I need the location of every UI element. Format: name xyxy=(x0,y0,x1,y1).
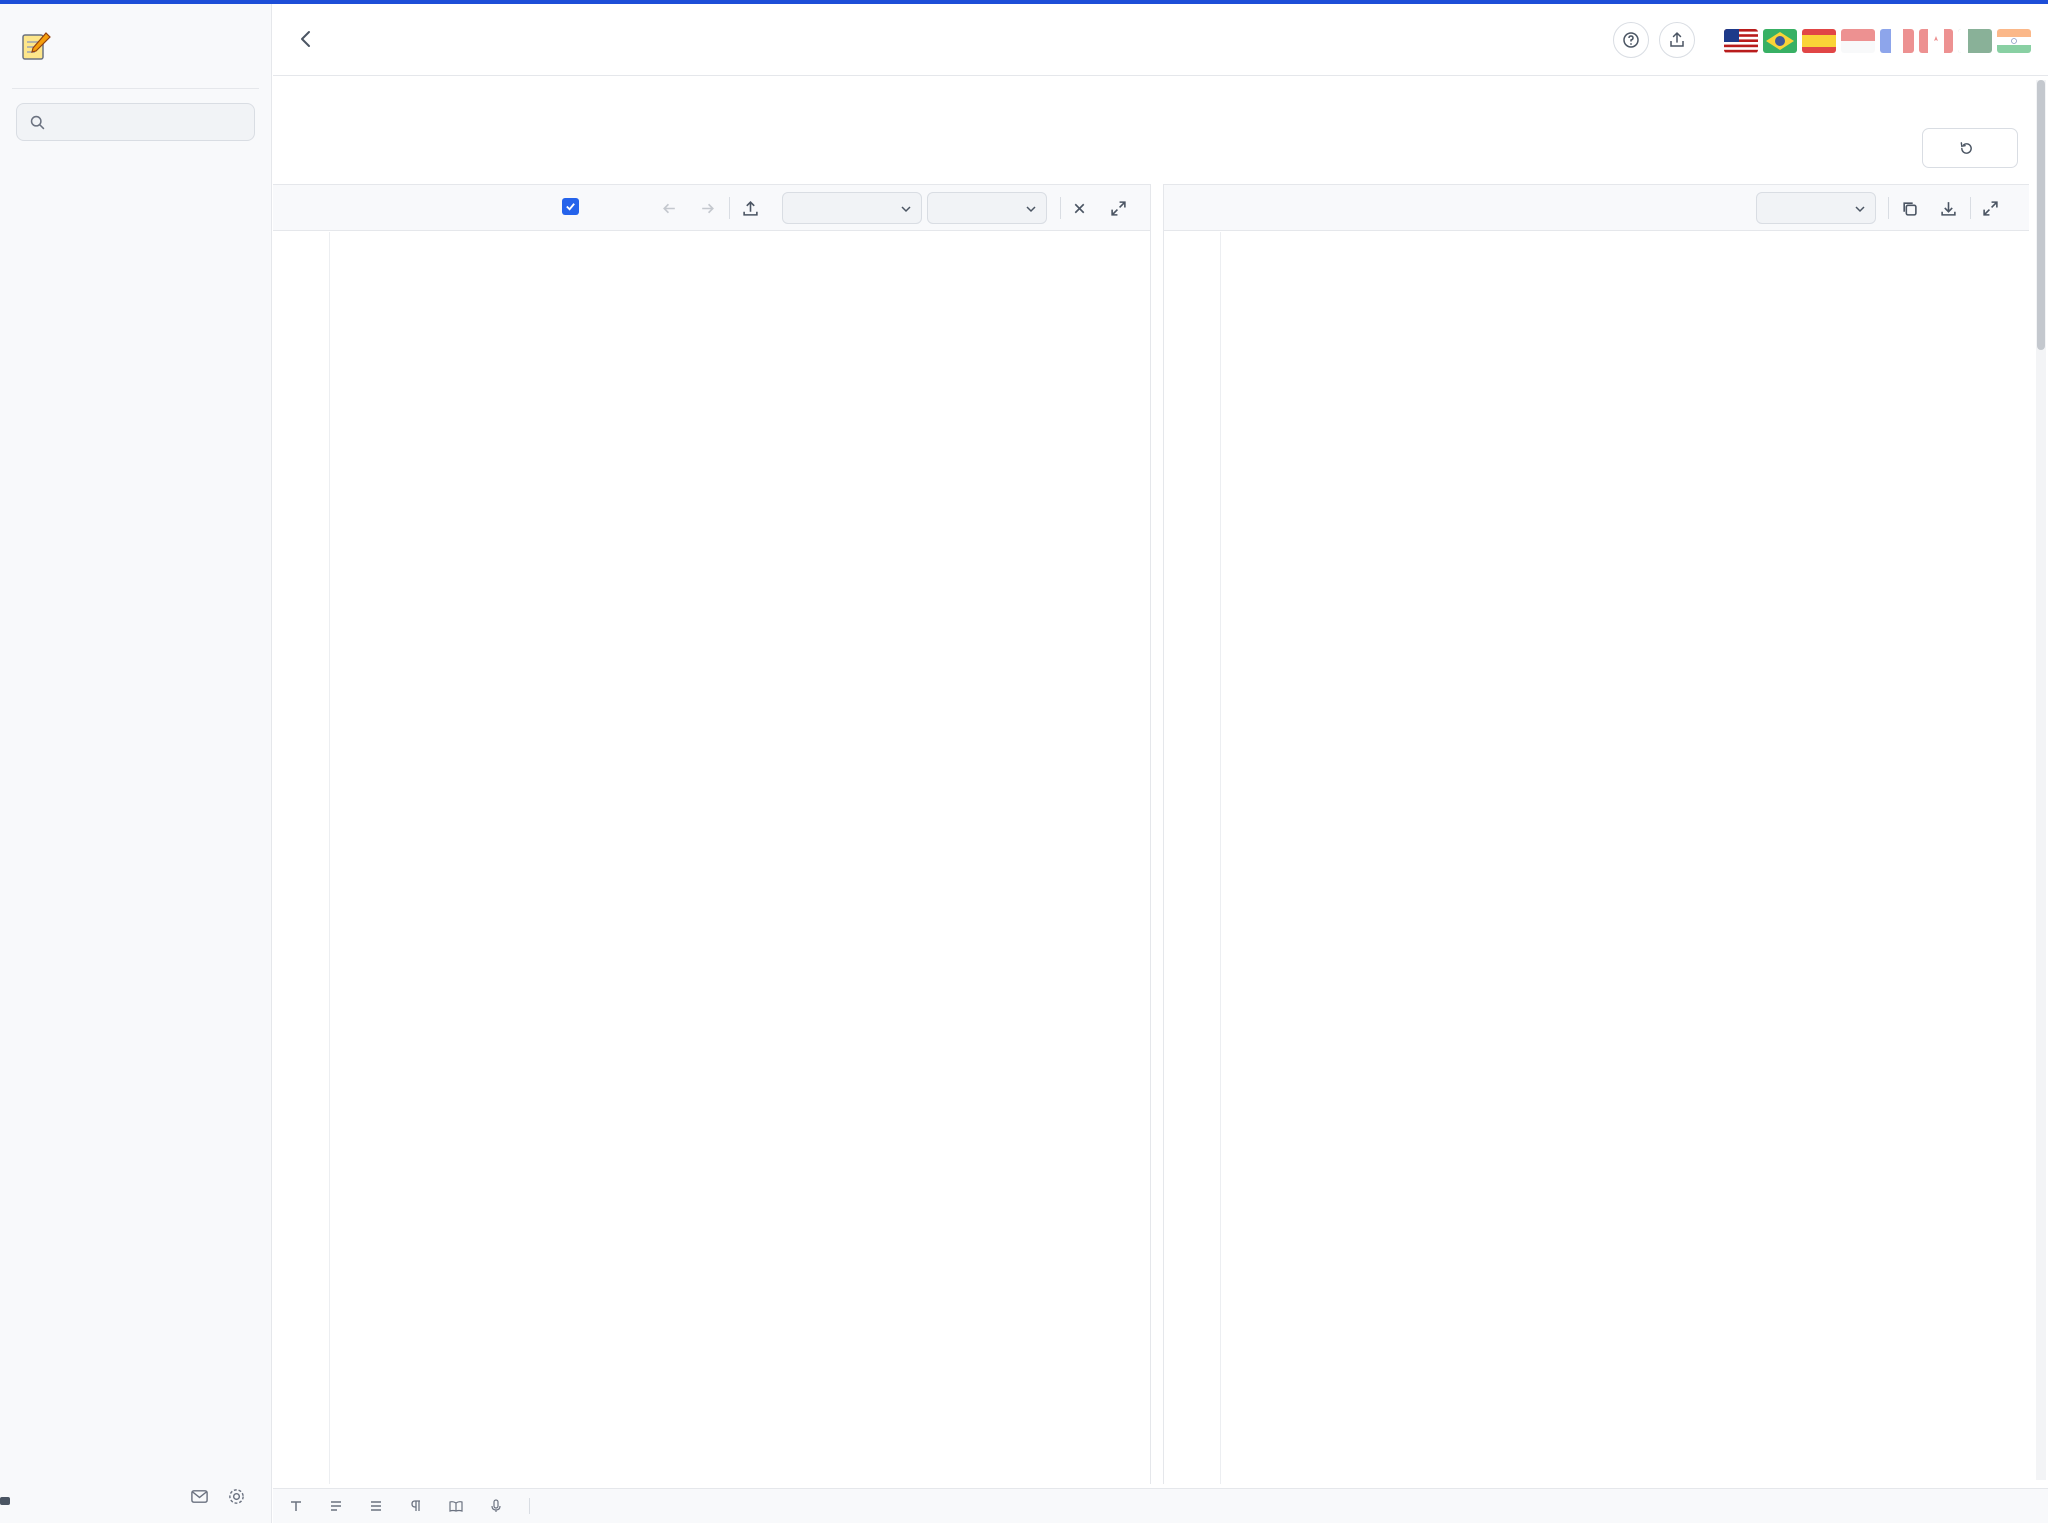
input-gutter xyxy=(273,232,330,1484)
input-pane xyxy=(273,184,1151,1484)
redo-arrow-icon[interactable] xyxy=(697,198,717,218)
language-flags xyxy=(1724,29,2031,53)
flag-arabic-icon[interactable] xyxy=(1958,29,1992,53)
flag-india-icon[interactable] xyxy=(1997,29,2031,53)
status-speaking xyxy=(489,1499,513,1513)
toolbar-separator xyxy=(729,197,730,219)
align-icon xyxy=(369,1499,383,1513)
output-gutter xyxy=(1164,232,1221,1484)
status-words xyxy=(329,1499,353,1513)
download-icon[interactable] xyxy=(1938,198,1958,218)
pilcrow-icon xyxy=(409,1499,423,1513)
output-editor[interactable] xyxy=(1164,232,2029,1484)
share-icon xyxy=(1668,31,1686,49)
flag-brazil-icon[interactable] xyxy=(1763,29,1797,53)
help-icon xyxy=(1622,31,1640,49)
sidebar xyxy=(0,4,272,1523)
expand-icon[interactable] xyxy=(1980,198,2000,218)
output-toolbar xyxy=(1164,185,2029,231)
search-icon xyxy=(29,114,46,131)
microphone-icon xyxy=(489,1499,503,1513)
sidebar-footer xyxy=(0,1471,272,1523)
page-scrollbar[interactable] xyxy=(2036,80,2046,1480)
search-input[interactable] xyxy=(56,113,246,131)
copy-icon[interactable] xyxy=(1899,198,1919,218)
status-paragraphs xyxy=(409,1499,433,1513)
reset-button[interactable] xyxy=(1922,128,2018,168)
status-bar xyxy=(273,1488,2048,1523)
flag-us-icon[interactable] xyxy=(1724,29,1758,53)
input-toolbar xyxy=(273,185,1150,231)
input-format-select[interactable] xyxy=(927,192,1047,224)
edge-marker xyxy=(0,1497,10,1505)
book-icon xyxy=(449,1499,463,1513)
chevron-down-icon xyxy=(1025,203,1037,215)
reset-icon xyxy=(1959,141,1974,156)
toolbar-separator xyxy=(1060,197,1061,219)
status-separator xyxy=(529,1498,530,1514)
clear-x-icon[interactable] xyxy=(1069,198,1089,218)
checkbox-checked-icon xyxy=(562,198,579,215)
back-chevron-icon[interactable] xyxy=(295,28,317,50)
output-pane xyxy=(1163,184,2029,1484)
status-chars xyxy=(289,1499,313,1513)
sample-select[interactable] xyxy=(782,192,922,224)
mail-icon[interactable] xyxy=(190,1487,209,1506)
sidebar-divider xyxy=(12,88,259,89)
undo-arrow-icon[interactable] xyxy=(659,198,679,218)
chevron-down-icon xyxy=(900,203,912,215)
status-reading xyxy=(449,1499,473,1513)
flag-canada-icon[interactable] xyxy=(1919,29,1953,53)
search-box[interactable] xyxy=(16,103,255,141)
flag-france-icon[interactable] xyxy=(1880,29,1914,53)
text-type-icon xyxy=(289,1499,303,1513)
chevron-down-icon xyxy=(1854,203,1866,215)
input-editor[interactable] xyxy=(273,232,1150,1484)
toolbar-separator xyxy=(1970,197,1971,219)
output-format-select[interactable] xyxy=(1756,192,1876,224)
scrollbar-thumb[interactable] xyxy=(2037,80,2045,350)
flag-spain-icon[interactable] xyxy=(1802,29,1836,53)
flag-indonesia-icon[interactable] xyxy=(1841,29,1875,53)
upload-icon[interactable] xyxy=(740,198,760,218)
notepad-pencil-logo-icon xyxy=(20,30,52,62)
lines-icon xyxy=(329,1499,343,1513)
status-sentences xyxy=(369,1499,393,1513)
brand[interactable] xyxy=(0,4,271,88)
toolbar-separator xyxy=(1888,197,1889,219)
help-button[interactable] xyxy=(1613,22,1649,58)
share-button[interactable] xyxy=(1659,22,1695,58)
expand-icon[interactable] xyxy=(1108,198,1128,218)
gear-icon[interactable] xyxy=(227,1487,246,1506)
autofill-checkbox[interactable] xyxy=(562,198,585,215)
header xyxy=(273,4,2048,76)
